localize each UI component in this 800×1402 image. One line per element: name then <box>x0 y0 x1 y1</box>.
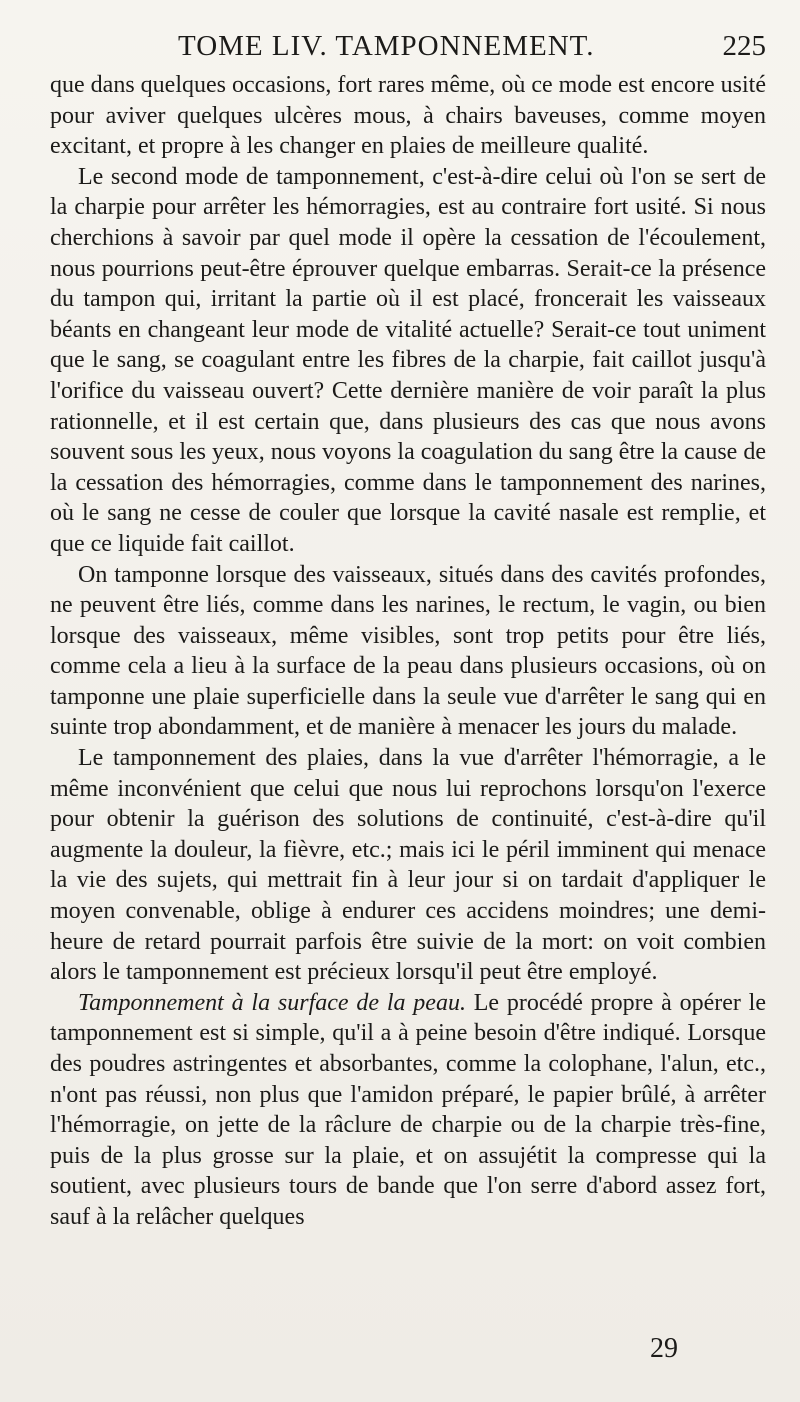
paragraph-4: Le tamponnement des plaies, dans la vue d'arrêter l'hémorragie, a le même inconvénient que celui que nous lui reprochons lorsqu'on l'exerce pour obtenir la guérison des solutions de continuité, c'est-à-dire qu'il augmente la douleur, la fièvre, etc.; mais ici le péril imminent qui menace la vie des sujets, qui mettrait fin à leur jour si on tardait d'appliquer le moyen convenable, oblige à endurer ces accidens moindres; une demi-heure de retard pourrait parfois être suivie de la mort: on voit combien alors le tamponnement est précieux lorsqu'il peut être employé. <box>50 745 766 986</box>
body-text <box>50 70 766 1233</box>
section-heading: Tamponnement à la surface de la peau. <box>78 989 466 1016</box>
paragraph-5 <box>50 988 766 1233</box>
signature-mark: 29 <box>650 1333 678 1364</box>
paragraph-3: On tamponne lorsque des vaisseaux, situés dans des cavités profondes, ne peuvent être liés, comme dans les narines, le rectum, le vagin, ou bien lorsque des vaisseaux, même visibles, sont trop petits pour être liés, comme cela a lieu à la surface de la peau dans plusieurs occasions, où on tamponne une plaie superficielle dans la seule vue d'arrêter le sang qui en suinte trop abondamment, et de manière à menacer les jours du malade. <box>50 561 766 741</box>
paragraph-1: que dans quelques occasions, fort rares même, où ce mode est encore usité pour aviver quelques ulcères mous, à chairs baveuses, comme moyen excitant, et propre à les changer en plaies de meilleure qualité. <box>50 72 766 160</box>
running-title: TOME LIV. TAMPONNEMENT. <box>178 30 595 62</box>
paragraph-2: Le second mode de tamponnement, c'est-à-dire celui où l'on se sert de la charpie pour arrêter les hémorragies, est au contraire fort usité. Si nous cherchions à savoir par quel mode il opère la cessation de l'écoulement, nous pourrions peut-être éprouver quelque embarras. Serait-ce la présence du tampon qui, irritant la partie où il est placé, froncerait les vaisseaux béants en changeant leur mode de vitalité actuelle? Serait-ce tout uniment que le sang, se coagulant entre les fibres de la charpie, fait caillot jusqu'à l'orifice du vaisseau ouvert? Cette dernière manière de voir paraît la plus rationnelle, et il est certain que, dans plusieurs des cas que nous avons souvent sous les yeux, nous voyons la coagulation du sang être la cause de la cessation des hémorragies, comme dans le tamponnement des narines, où le sang ne cesse de couler que lorsque la cavité nasale est remplie, et que ce liquide fait caillot. <box>50 163 766 557</box>
page-header <box>0 30 800 70</box>
paragraph-5-text: Le procédé propre à opérer le tamponnement est si simple, qu'il a à peine besoin d'être indiqué. Lorsque des poudres astringentes et absorbantes, comme la colophane, l'alun, etc., n'ont pas réussi, non plus que l'amidon préparé, le papier brûlé, à arrêter l'hémorragie, on jette de la râclure de charpie ou de la charpie très-fine, puis de la plus grosse sur la plaie, et on assujétit la compresse qui la soutient, avec plusieurs tours de bande que l'on serre d'abord assez fort, sauf à la relâcher quelques <box>50 989 766 1230</box>
page-number: 225 <box>722 30 766 62</box>
